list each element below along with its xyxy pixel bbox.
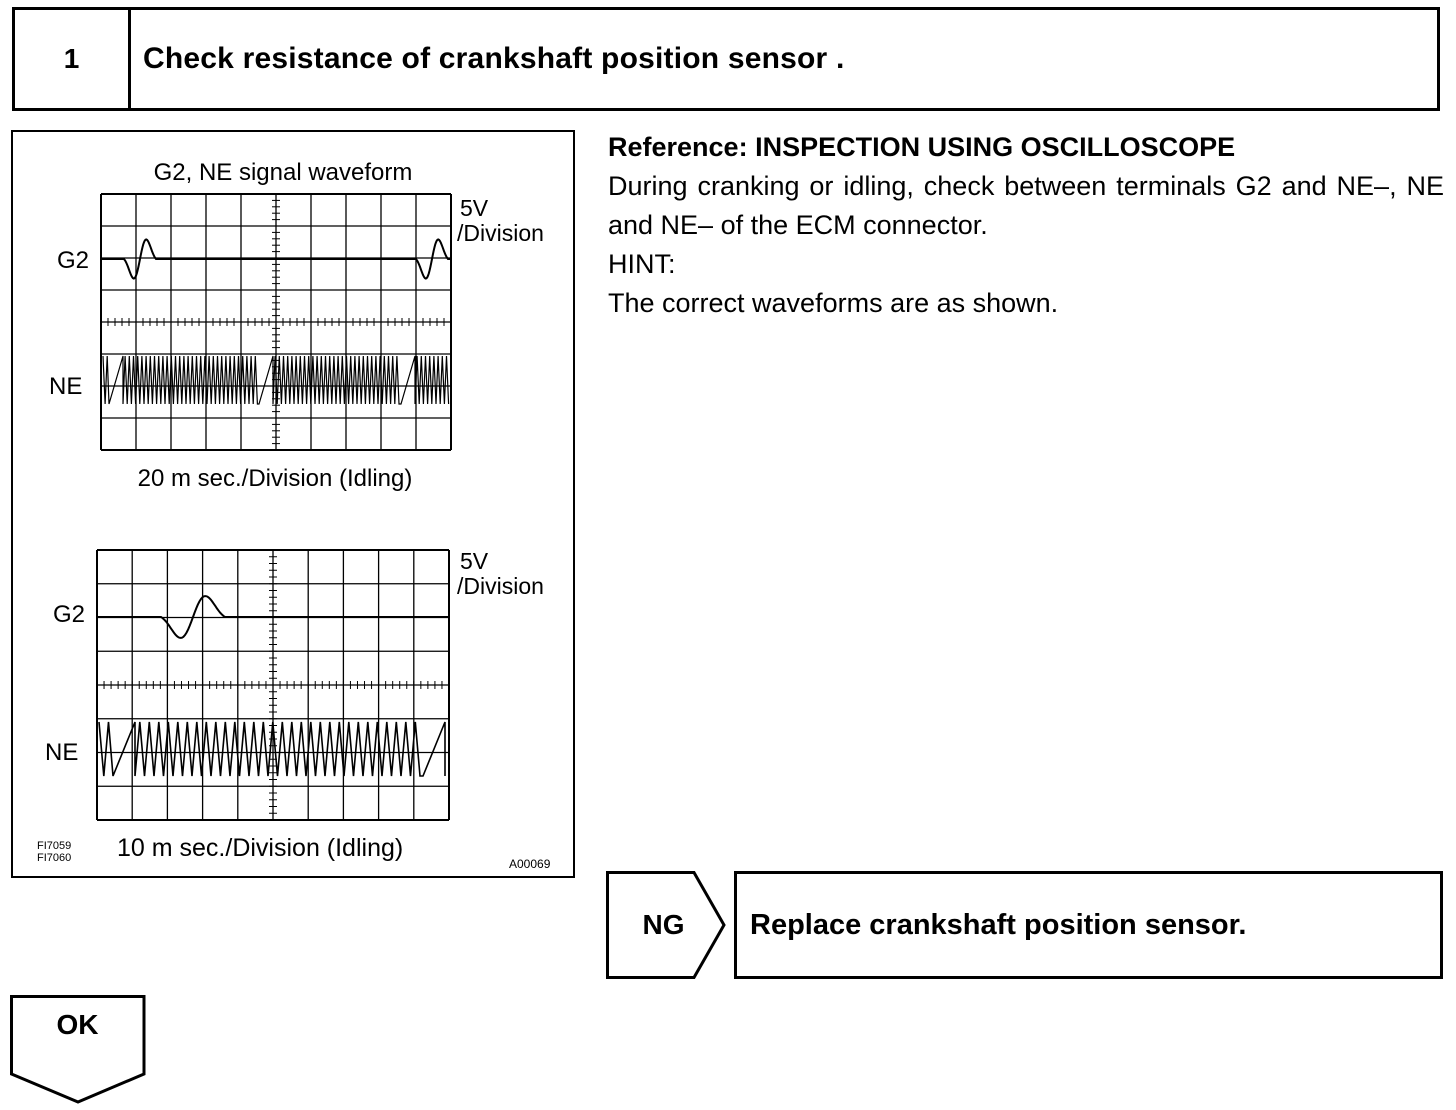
scope-grid-top xyxy=(101,194,451,450)
channel-ne-bottom: NE xyxy=(45,739,79,766)
caption-top: 20 m sec./Division (Idling) xyxy=(137,465,413,492)
channel-ne-top: NE xyxy=(49,373,83,400)
volt-label-bottom-1: 5V xyxy=(460,548,489,574)
step-header xyxy=(12,7,1440,111)
caption-bottom: 10 m sec./Division (Idling) xyxy=(117,834,404,862)
ng-action-box: Replace crankshaft position sensor. xyxy=(734,871,1443,979)
hint-text: The correct waveforms are as shown. xyxy=(608,288,1059,318)
volt-label-top-2: /Division xyxy=(457,220,544,246)
figure-code-right: A00069 xyxy=(509,857,551,871)
reference-text: During cranking or idling, check between terminals G2 and NE–, NE and NE– of the ECM connector. xyxy=(608,171,1444,240)
channel-g2-bottom: G2 xyxy=(53,601,86,628)
ng-label: NG xyxy=(642,909,685,940)
ok-label: OK xyxy=(56,1009,99,1040)
oscilloscope-figure xyxy=(11,130,575,878)
ne-waveform-bottom xyxy=(99,722,445,776)
step-title: Check resistance of crankshaft position sensor . xyxy=(143,42,845,75)
figure-code-2: FI7060 xyxy=(37,852,72,864)
ng-arrow-box xyxy=(606,871,736,979)
channel-g2-top: G2 xyxy=(57,247,90,274)
step-number: 1 xyxy=(15,10,131,108)
ok-arrow-box xyxy=(10,995,150,1105)
waveform-diagram xyxy=(13,132,577,880)
volt-label-top-1: 5V xyxy=(460,195,489,221)
figure-title: G2, NE signal waveform xyxy=(153,159,413,186)
reference-title: Reference: INSPECTION USING OSCILLOSCOPE xyxy=(608,132,1236,162)
figure-code-1: FI7059 xyxy=(37,840,72,852)
volt-label-bottom-2: /Division xyxy=(457,573,544,599)
reference-section xyxy=(608,128,1444,323)
hint-label: HINT: xyxy=(608,249,676,279)
scope-grid-bottom xyxy=(97,550,449,820)
